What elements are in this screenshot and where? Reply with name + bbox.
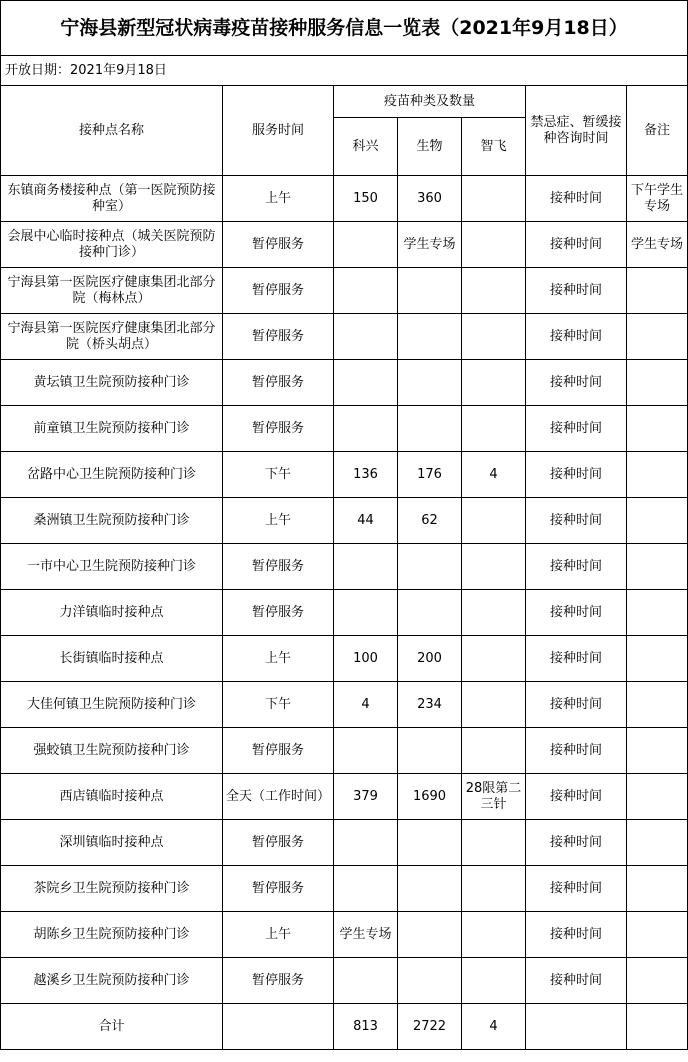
cell-site: 西店镇临时接种点 — [1, 774, 223, 820]
cell-consult-time: 接种时间 — [526, 636, 627, 682]
cell-shengwu — [398, 544, 462, 590]
cell-site: 强蛟镇卫生院预防接种门诊 — [1, 728, 223, 774]
cell-zhifei — [462, 682, 526, 728]
table-row — [1, 682, 688, 728]
cell-service-time: 暂停服务 — [223, 820, 334, 866]
table-row — [1, 314, 688, 360]
cell-shengwu — [398, 866, 462, 912]
table-row — [1, 774, 688, 820]
cell-kexing: 44 — [334, 498, 398, 544]
cell-note — [627, 268, 688, 314]
cell-kexing — [334, 820, 398, 866]
header-time: 服务时间 — [223, 86, 334, 176]
cell-consult-time: 接种时间 — [526, 498, 627, 544]
total-shengwu: 2722 — [398, 1004, 462, 1050]
cell-site: 一市中心卫生院预防接种门诊 — [1, 544, 223, 590]
cell-kexing: 学生专场 — [334, 912, 398, 958]
total-row — [1, 1004, 688, 1050]
cell-site: 会展中心临时接种点（城关医院预防接种门诊） — [1, 222, 223, 268]
cell-service-time: 暂停服务 — [223, 222, 334, 268]
cell-kexing: 150 — [334, 176, 398, 222]
cell-site: 前童镇卫生院预防接种门诊 — [1, 406, 223, 452]
cell-service-time: 下午 — [223, 682, 334, 728]
cell-consult-time: 接种时间 — [526, 544, 627, 590]
cell-consult-time: 接种时间 — [526, 406, 627, 452]
cell-site: 越溪乡卫生院预防接种门诊 — [1, 958, 223, 1004]
cell-consult-time: 接种时间 — [526, 222, 627, 268]
cell-note — [627, 544, 688, 590]
cell-consult-time: 接种时间 — [526, 176, 627, 222]
total-kexing: 813 — [334, 1004, 398, 1050]
cell-note — [627, 728, 688, 774]
cell-site: 黄坛镇卫生院预防接种门诊 — [1, 360, 223, 406]
cell-shengwu: 176 — [398, 452, 462, 498]
header-kexing: 科兴 — [334, 118, 398, 176]
cell-site: 胡陈乡卫生院预防接种门诊 — [1, 912, 223, 958]
cell-note — [627, 774, 688, 820]
cell-service-time: 暂停服务 — [223, 958, 334, 1004]
cell-shengwu: 62 — [398, 498, 462, 544]
cell-service-time: 上午 — [223, 498, 334, 544]
cell-kexing — [334, 268, 398, 314]
cell-consult-time: 接种时间 — [526, 866, 627, 912]
table-row — [1, 222, 688, 268]
cell-consult-time: 接种时间 — [526, 452, 627, 498]
cell-kexing — [334, 314, 398, 360]
cell-service-time: 暂停服务 — [223, 590, 334, 636]
cell-shengwu — [398, 912, 462, 958]
cell-shengwu — [398, 820, 462, 866]
header-vaccine-group: 疫苗种类及数量 — [334, 86, 526, 118]
cell-zhifei — [462, 176, 526, 222]
cell-note — [627, 590, 688, 636]
table-row — [1, 360, 688, 406]
cell-zhifei — [462, 406, 526, 452]
cell-shengwu: 360 — [398, 176, 462, 222]
cell-zhifei — [462, 222, 526, 268]
cell-zhifei — [462, 268, 526, 314]
cell-consult-time: 接种时间 — [526, 314, 627, 360]
cell-kexing: 379 — [334, 774, 398, 820]
cell-consult-time: 接种时间 — [526, 682, 627, 728]
cell-zhifei — [462, 360, 526, 406]
cell-shengwu — [398, 958, 462, 1004]
cell-kexing — [334, 360, 398, 406]
cell-shengwu — [398, 268, 462, 314]
table-row — [1, 176, 688, 222]
cell-service-time: 暂停服务 — [223, 268, 334, 314]
header-consult: 禁忌症、暂缓接种咨询时间 — [526, 86, 627, 176]
cell-zhifei — [462, 498, 526, 544]
cell-consult-time: 接种时间 — [526, 820, 627, 866]
cell-note — [627, 314, 688, 360]
cell-kexing — [334, 544, 398, 590]
cell-service-time: 暂停服务 — [223, 544, 334, 590]
cell-consult-time: 接种时间 — [526, 590, 627, 636]
total-consult-time — [526, 1004, 627, 1050]
cell-zhifei — [462, 314, 526, 360]
total-zhifei: 4 — [462, 1004, 526, 1050]
cell-note: 学生专场 — [627, 222, 688, 268]
cell-zhifei — [462, 820, 526, 866]
cell-zhifei — [462, 636, 526, 682]
cell-consult-time: 接种时间 — [526, 958, 627, 1004]
cell-note — [627, 360, 688, 406]
cell-kexing: 4 — [334, 682, 398, 728]
cell-note — [627, 866, 688, 912]
total-label: 合计 — [1, 1004, 223, 1050]
cell-zhifei — [462, 912, 526, 958]
cell-site: 岔路中心卫生院预防接种门诊 — [1, 452, 223, 498]
cell-site: 长街镇临时接种点 — [1, 636, 223, 682]
cell-kexing — [334, 958, 398, 1004]
table-row — [1, 636, 688, 682]
cell-consult-time: 接种时间 — [526, 774, 627, 820]
cell-kexing: 136 — [334, 452, 398, 498]
table-row — [1, 912, 688, 958]
cell-kexing — [334, 406, 398, 452]
table-row — [1, 406, 688, 452]
header-shengwu: 生物 — [398, 118, 462, 176]
cell-consult-time: 接种时间 — [526, 912, 627, 958]
cell-service-time: 全天（工作时间） — [223, 774, 334, 820]
cell-kexing — [334, 866, 398, 912]
cell-service-time: 暂停服务 — [223, 866, 334, 912]
cell-note — [627, 452, 688, 498]
cell-kexing — [334, 728, 398, 774]
table-row — [1, 498, 688, 544]
cell-zhifei — [462, 728, 526, 774]
header-zhifei: 智飞 — [462, 118, 526, 176]
table-row — [1, 590, 688, 636]
cell-service-time: 上午 — [223, 912, 334, 958]
cell-service-time: 暂停服务 — [223, 406, 334, 452]
open-date: 开放日期：2021年9月18日 — [1, 56, 688, 86]
cell-note — [627, 912, 688, 958]
table-row — [1, 452, 688, 498]
cell-zhifei: 28限第二三针 — [462, 774, 526, 820]
cell-zhifei — [462, 866, 526, 912]
header-note: 备注 — [627, 86, 688, 176]
table-row — [1, 268, 688, 314]
table-row — [1, 544, 688, 590]
cell-kexing: 100 — [334, 636, 398, 682]
cell-consult-time: 接种时间 — [526, 728, 627, 774]
cell-kexing — [334, 590, 398, 636]
cell-site: 宁海县第一医院医疗健康集团北部分院（梅林点） — [1, 268, 223, 314]
cell-site: 宁海县第一医院医疗健康集团北部分院（桥头胡点） — [1, 314, 223, 360]
cell-service-time: 上午 — [223, 176, 334, 222]
cell-consult-time: 接种时间 — [526, 268, 627, 314]
cell-shengwu: 1690 — [398, 774, 462, 820]
cell-zhifei — [462, 544, 526, 590]
cell-consult-time: 接种时间 — [526, 360, 627, 406]
cell-kexing — [334, 222, 398, 268]
cell-note — [627, 406, 688, 452]
cell-note — [627, 498, 688, 544]
cell-note — [627, 820, 688, 866]
cell-shengwu — [398, 314, 462, 360]
cell-shengwu: 学生专场 — [398, 222, 462, 268]
cell-service-time: 暂停服务 — [223, 314, 334, 360]
cell-site: 力洋镇临时接种点 — [1, 590, 223, 636]
table-row — [1, 820, 688, 866]
page-title: 宁海县新型冠状病毒疫苗接种服务信息一览表（2021年9月18日） — [1, 1, 688, 56]
cell-service-time: 暂停服务 — [223, 360, 334, 406]
cell-service-time: 下午 — [223, 452, 334, 498]
cell-zhifei — [462, 958, 526, 1004]
cell-shengwu: 234 — [398, 682, 462, 728]
cell-shengwu: 200 — [398, 636, 462, 682]
cell-shengwu — [398, 728, 462, 774]
table-row — [1, 866, 688, 912]
header-site: 接种点名称 — [1, 86, 223, 176]
table-row — [1, 958, 688, 1004]
cell-site: 大佳何镇卫生院预防接种门诊 — [1, 682, 223, 728]
table-row — [1, 728, 688, 774]
cell-shengwu — [398, 590, 462, 636]
cell-note: 下午学生专场 — [627, 176, 688, 222]
total-note — [627, 1004, 688, 1050]
cell-site: 茶院乡卫生院预防接种门诊 — [1, 866, 223, 912]
cell-site: 东镇商务楼接种点（第一医院预防接种室） — [1, 176, 223, 222]
cell-site: 桑洲镇卫生院预防接种门诊 — [1, 498, 223, 544]
cell-service-time: 上午 — [223, 636, 334, 682]
cell-note — [627, 682, 688, 728]
cell-site: 深圳镇临时接种点 — [1, 820, 223, 866]
cell-note — [627, 636, 688, 682]
cell-service-time: 暂停服务 — [223, 728, 334, 774]
cell-note — [627, 958, 688, 1004]
cell-zhifei: 4 — [462, 452, 526, 498]
cell-shengwu — [398, 360, 462, 406]
cell-zhifei — [462, 590, 526, 636]
total-service-time — [223, 1004, 334, 1050]
cell-shengwu — [398, 406, 462, 452]
